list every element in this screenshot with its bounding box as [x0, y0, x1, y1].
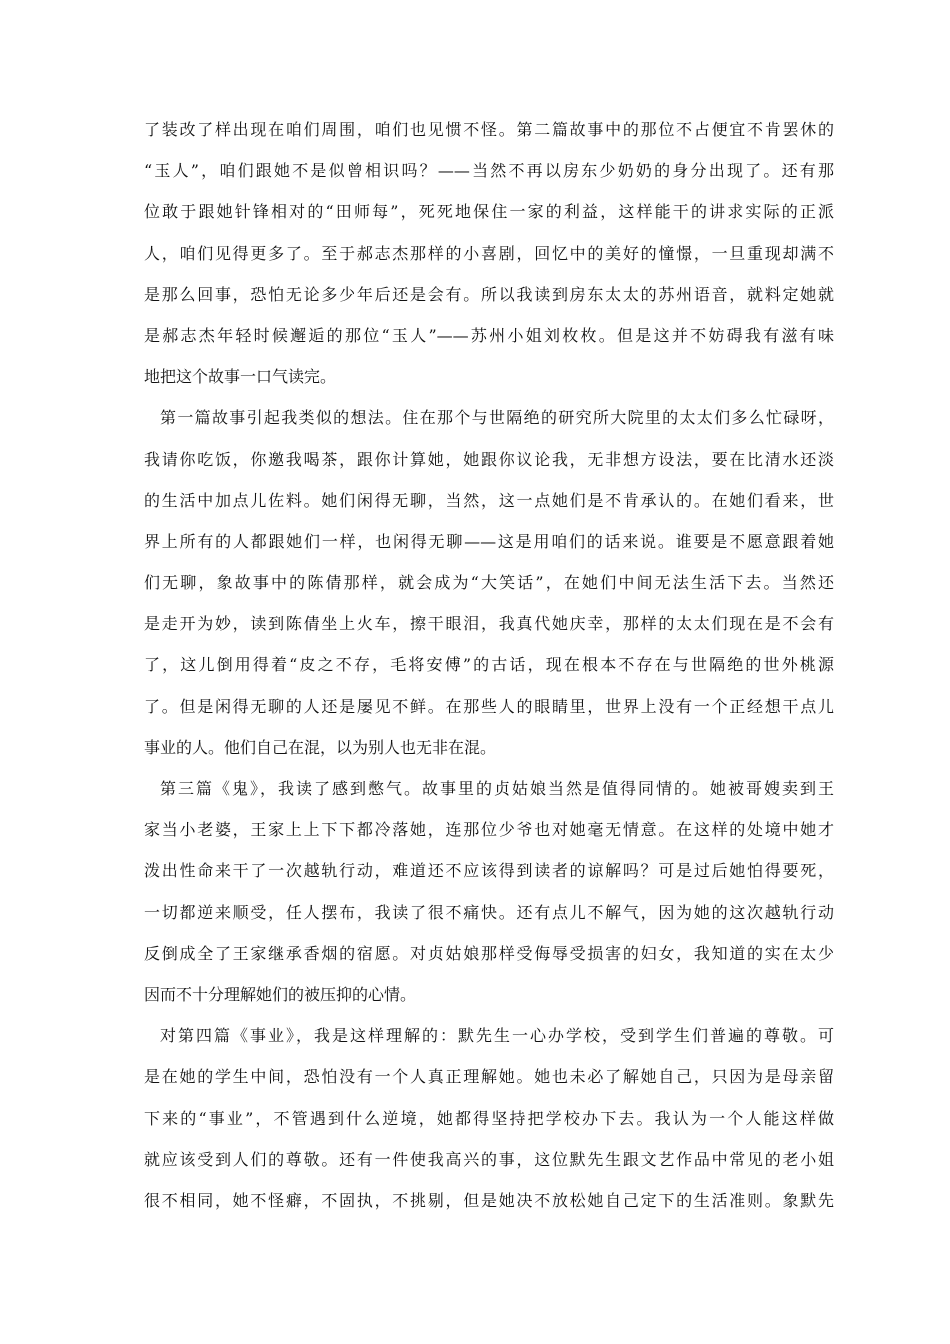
text-line: “玉人”，咱们跟她不是似曾相识吗？——当然不再以房东少奶奶的身分出现了。还有那	[144, 161, 834, 181]
text-line: 是走开为妙，读到陈倩坐上火车，擦干眼泪，我真代她庆幸，那样的太太们现在是不会有	[144, 614, 834, 634]
text-line: 人，咱们见得更多了。至于郝志杰那样的小喜剧，回忆中的美好的憧憬，一旦重现却满不	[144, 243, 834, 263]
text-line: 界上所有的人都跟她们一样，也闲得无聊——这是用咱们的话来说。谁要是不愿意跟着她	[144, 531, 834, 551]
text-line: 我请你吃饭，你邀我喝茶，跟你计算她，她跟你议论我，无非想方设法，要在比清水还淡	[144, 449, 834, 469]
text-line: 家当小老婆，王家上上下下都冷落她，连那位少爷也对她毫无情意。在这样的处境中她才	[144, 820, 834, 840]
text-line: 事业的人。他们自己在混，以为别人也无非在混。	[144, 737, 497, 757]
text-line: 了装改了样出现在咱们周围，咱们也见惯不怪。第二篇故事中的那位不占便宜不肯罢休的	[144, 120, 834, 139]
text-line: 位敢于跟她针锋相对的“田师每”，死死地保住一家的利益，这样能干的讲求实际的正派	[144, 202, 834, 222]
body-text	[144, 120, 834, 1232]
text-line: 是在她的学生中间，恐怕没有一个人真正理解她。她也未必了解她自己，只因为是母亲留	[144, 1067, 834, 1087]
text-line: 是郝志杰年轻时候邂逅的那位“玉人”——苏州小姐刘枚枚。但是这并不妨碍我有滋有味	[144, 325, 834, 345]
text-line: 地把这个故事一口气读完。	[144, 367, 337, 387]
text-line: 对第四篇《事业》，我是这样理解的：默先生一心办学校，受到学生们普遍的尊敬。可	[160, 1026, 834, 1046]
text-line: 很不相同，她不怪癖，不固执，不挑剔，但是她决不放松她自己定下的生活准则。象默先	[144, 1190, 834, 1210]
text-line: 了。但是闲得无聊的人还是屡见不鲜。在那些人的眼睛里，世界上没有一个正经想干点儿	[144, 696, 834, 716]
text-line: 因而不十分理解她们的被压抑的心情。	[144, 984, 417, 1004]
text-line: 第三篇《鬼》，我读了感到憋气。故事里的贞姑娘当然是值得同情的。她被哥嫂卖到王	[160, 779, 834, 798]
text-line: 泼出性命来干了一次越轨行动，难道还不应该得到读者的谅解吗？可是过后她怕得要死，	[144, 861, 834, 881]
text-line: 的生活中加点儿佐料。她们闲得无聊，当然，这一点她们是不肯承认的。在她们看来，世	[144, 490, 834, 510]
text-line: 一切都逆来顺受，任人摆布，我读了很不痛快。还有点儿不解气，因为她的这次越轨行动	[144, 902, 834, 922]
text-line: 反倒成全了王家继承香烟的宿愿。对贞姑娘那样受侮辱受损害的妇女，我知道的实在太少	[144, 943, 834, 963]
text-line: 了，这儿倒用得着“皮之不存，毛将安傅”的古话，现在根本不存在与世隔绝的世外桃源	[144, 655, 834, 675]
text-line: 就应该受到人们的尊敬。还有一件使我高兴的事，这位默先生跟文艺作品中常见的老小姐	[144, 1149, 834, 1169]
text-line: 是那么回事，恐怕无论多少年后还是会有。所以我读到房东太太的苏州语音，就料定她就	[144, 284, 834, 304]
text-line: 第一篇故事引起我类似的想法。住在那个与世隔绝的研究所大院里的太太们多么忙碌呀，	[160, 408, 834, 428]
text-line: 下来的“事业”，不管遇到什么逆境，她都得坚持把学校办下去。我认为一个人能这样做	[144, 1108, 834, 1128]
text-line: 们无聊，象故事中的陈倩那样，就会成为“大笑话”，在她们中间无法生活下去。当然还	[144, 573, 834, 593]
